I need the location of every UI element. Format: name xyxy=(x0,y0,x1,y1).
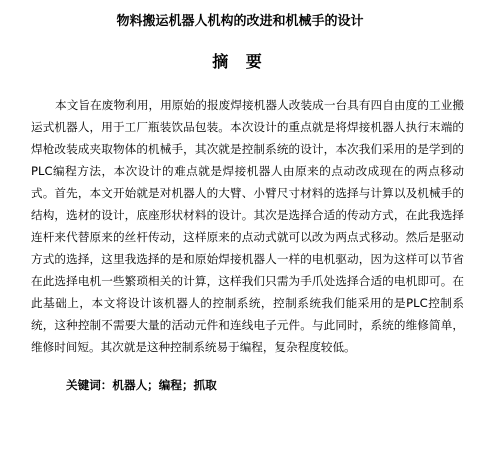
abstract-heading: 摘 要 xyxy=(212,52,268,71)
keywords-line: 关键词：机器人；编程；抓取 xyxy=(66,378,217,392)
abstract-body: 本文旨在废物利用，用原始的报废焊接机器人改装成一台具有四自由度的工业搬运式机器人，用于工厂瓶装饮品包装。本次设计的重点就是将焊接机器人执行末端的焊枪改装成夹取物体的机械手，其次就是控制系统的设计，本次我们采用的是学到的PLC编程方法，本次设计的难点就是焊接机器人由原来的点动改成现在的两点移动式。首先，本文开始就是对机器人的大臂、小臂尺寸材料的选择与计算以及机械手的结构，选材的设计，底座形状材料的设计。其次是选择合适的传动方式，在此我选择连杆来代替原来的丝杆传动，这样原来的点动式就可以改为两点式移动。然后是驱动方式的选择，这里我选择的是和原始焊接机器人一样的电机驱动，因为这样可以节省在此选择电机一些繁琐相关的计算，这样我们只需为手爪处选择合适的电机即可。在此基础上，本文将设计该机器人的控制系统，控制系统我们能采用的是PLC控制系统，这种控制不需要大量的活动元件和连线电子元件。与此同时，系统的维修简单，维修时间短。其次就是这种控制系统易于编程，复杂程度较低。 xyxy=(31,98,464,354)
document-title: 物料搬运机器人机构的改进和机械手的设计 xyxy=(116,14,364,29)
